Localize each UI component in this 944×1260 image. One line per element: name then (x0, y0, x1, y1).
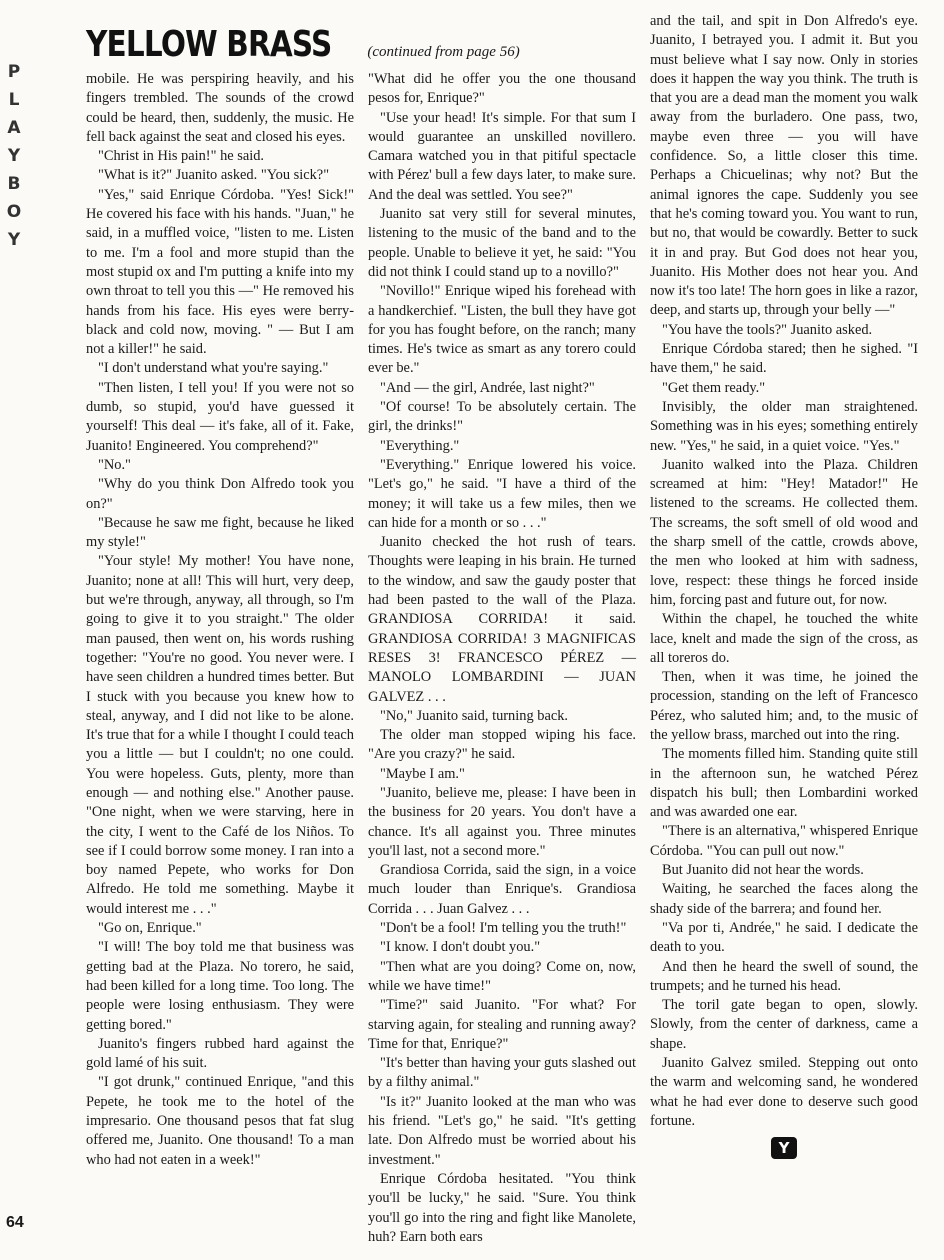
paragraph: "Christ in His pain!" he said. (98, 148, 265, 165)
paragraph: Waiting, he searched the faces along the shady side of the barrera; and found her. (650, 881, 918, 917)
paragraph: "Everything." (380, 437, 460, 454)
paragraph: "I got drunk," continued Enrique, "and this Pepete, he took me to the hotel of the impresario. One thousand pesos that fat slug offered me, Juanito. One thousand! To a man who had not eaten in a week!" (86, 1074, 354, 1168)
paragraph: "Juanito, believe me, please: I have been in the business for 20 years. You don't have a chance. It's all against you. Three minutes you'll last, not a second more." (368, 784, 636, 859)
paragraph: "Don't be a fool! I'm telling you the truth!" (380, 920, 627, 937)
paragraph: "I don't understand what you're saying." (98, 360, 329, 377)
paragraph: "Yes," said Enrique Córdoba. "Yes! Sick!" He covered his face with his hands. "Juan," he said, in a muffled voice, "listen to me. Listen to me. I'm a fool and more stupid than the most stupid ox and I'm putting a knife into my own throat to tell you this —" He removed his hands from his face. His eyes were berry-black and cold now, moving. " — But I am not a killer!" he said. (86, 186, 354, 358)
article-title: YELLOW BRASS (86, 24, 332, 65)
paragraph: Enrique Córdoba stared; then he sighed. "I have them," he said. (650, 341, 918, 377)
paragraph: and the tail, and spit in Don Alfredo's eye. Juanito, I betrayed you. I admit it. But you must believe what I say now. Only in stories does it happen the way you think. The truth is that you are a dead man the moment you walk away from the burladero. One pass, two, maybe even three — you will have confidence. So, a little closer this time. Perhaps a Chicuelinas; why not? But the animal ignores the cape. Suddenly you see that he's coming toward you. You want to run, but no, that would be cowardly. Better to suck it in and pray. But God does not hear you, Juanito. His Mother does not hear you. And now it's too late! The horn goes in like a razor, deep, and starts up, through your belly —" (650, 13, 918, 319)
text-column-3 (650, 12, 918, 1159)
paragraph: Invisibly, the older man straightened. Something was in his eyes; something entirely new. "Yes," he said, in a quiet voice. "Yes." (650, 398, 918, 454)
paragraph: Juanito walked into the Plaza. Children screamed at him: "Hey! Matador!" He listened to the screams. He collected them. The screams, the soft smell of old wood and the sharp smell of the cattle, crowds above, the men who looked at him with sadness, love, respect: these things he forced inside him, forcing past and future out, for now. (650, 456, 918, 608)
side-label-letter: B (7, 174, 21, 194)
side-label-letter: P (7, 62, 21, 82)
paragraph: And then he heard the swell of sound, the trumpets; and he turned his head. (650, 958, 918, 994)
paragraph: mobile. He was perspiring heavily, and his fingers trembled. The sounds of the crowd could be heard, then, suddenly, the music. He fell back against the seat and closed his eyes. (86, 71, 354, 145)
paragraph: "No." (98, 456, 131, 473)
paragraph: "Your style! My mother! You have none, Juanito; none at all! This will hurt, very deep, but we're through, anyway, all through, so I'm going to give it to you straight." The older man paused, then went on, his words rushing together: "You're no good. You never were. I have seen children a hundred times better. But I stuck with you because you knew how to steal, anyway, and I did not like to be alone. It's true that for a while I thought I could teach you a little — but I couldn't; no one could. You were hopeless. Guts, plenty, more than enough — and nothing else." Another pause. "One night, when we were starving, here in the city, I went to the Café de los Niños. To see if I could borrow some money. I ran into a boy named Pepete, who works for Don Alfredo. He told me something. Maybe it would interest me . . ." (86, 553, 354, 917)
side-label-letter: A (7, 118, 21, 138)
paragraph: "No," Juanito said, turning back. (380, 707, 569, 724)
paragraph: "There is an alternativa," whispered Enrique Córdoba. "You can pull out now." (650, 823, 918, 859)
paragraph: "Of course! To be absolutely certain. The girl, the drinks!" (368, 399, 636, 435)
paragraph: Grandiosa Corrida, said the sign, in a voice much louder than Enrique's. Grandiosa Corrida . . . Juan Galvez . . . (368, 862, 636, 917)
paragraph: Juanito's fingers rubbed hard against the gold lamé of his suit. (86, 1035, 354, 1072)
paragraph: Within the chapel, he touched the white lace, knelt and made the sign of the cross, as all toreros do. (650, 611, 918, 666)
paragraph: Juanito Galvez smiled. Stepping out onto the warm and welcoming sand, he wondered what he had ever done to deserve such good fortune. (650, 1055, 918, 1129)
paragraph: "Then listen, I tell you! If you were not so dumb, so stupid, you'd have guessed it yourself! This deal — it's fake, all of it. Fake, Juanito! Engineered. You comprehend?" (86, 379, 354, 454)
paragraph: "Then what are you doing? Come on, now, while we have time!" (368, 958, 636, 994)
paragraph: "Everything." Enrique lowered his voice. "Let's go," he said. "I have a third of the money; it will take us a few miles, then we can hide for a month or so . . ." (368, 456, 636, 531)
side-label-letter: O (6, 202, 22, 222)
side-label-letter: L (8, 90, 20, 110)
paragraph: The older man stopped wiping his face. "Are you crazy?" he said. (368, 727, 636, 763)
article-header (86, 24, 520, 65)
paragraph: "Is it?" Juanito looked at the man who was his friend. "Let's go," he said. "It's getting late. Don Alfredo must be worried about his investment." (368, 1093, 636, 1168)
paragraph: "Go on, Enrique." (98, 920, 202, 937)
side-label-letter: Y (7, 230, 21, 250)
page-number: 64 (6, 1214, 24, 1231)
paragraph: "Va por ti, Andrée," he said. I dedicate the death to you. (650, 919, 918, 956)
paragraph: Enrique Córdoba hesitated. "You think you'll be lucky," he said. "Sure. You think you'll go into the ring and fight like Manolete, huh? Earn both ears (368, 1170, 636, 1245)
text-column-1 (86, 70, 354, 1170)
text-column-2 (368, 70, 636, 1247)
paragraph: "Time?" said Juanito. "For what? For starving again, for stealing and running away? Time for that, Enrique?" (368, 997, 636, 1052)
paragraph: "I will! The boy told me that business was getting bad at the Plaza. No torero, he said, had been killed for a long time. Too long. The people were losing enthusiasm. They were getting bored." (86, 939, 354, 1033)
paragraph: Juanito sat very still for several minutes, listening to the music of the band and to the people. Unable to believe it yet, he said: "You did not think I could stand up to a novillo?" (368, 206, 636, 280)
paragraph: "It's better than having your guts slashed out by a filthy animal." (368, 1055, 636, 1091)
paragraph: "What did he offer you the one thousand pesos for, Enrique?" (368, 71, 636, 107)
playboy-rabbit-end-icon: Y (771, 1137, 797, 1159)
paragraph: "I know. I don't doubt you." (380, 939, 541, 956)
paragraph: "Why do you think Don Alfredo took you on?" (86, 476, 354, 512)
paragraph: The moments filled him. Standing quite still in the afternoon sun, he watched Pérez dispatch his bull; then Lombardini worked and was awarded one ear. (650, 746, 918, 821)
paragraph: "Novillo!" Enrique wiped his forehead with a handkerchief. "Listen, the bull they have got for you has fought before, on the ranch; many times. He's twice as smart as any torero could ever be." (368, 283, 636, 377)
paragraph: "Because he saw me fight, because he liked my style!" (86, 514, 354, 551)
paragraph: Then, when it was time, he joined the procession, standing on the left of Francesco Pérez, who saluted him; and, to the music of the yellow brass, marched out into the ring. (650, 669, 918, 743)
side-label-letter: Y (7, 146, 21, 166)
paragraph: The toril gate began to open, slowly. Slowly, from the center of darkness, came a shape. (650, 997, 918, 1052)
paragraph: Juanito checked the hot rush of tears. Thoughts were leaping in his brain. He turned to the window, and saw the gaudy poster that had been pasted to the wall of the Plaza. GRANDIOSA CORRIDA! it said. GRANDIOSA CORRIDA! 3 MAGNIFICAS RESES 3! FRANCESCO PÉREZ — MANOLO LOMBARDINI — JUAN GALVEZ . . . (368, 534, 636, 705)
paragraph: But Juanito did not hear the words. (662, 862, 864, 879)
magazine-side-label (4, 58, 24, 254)
paragraph: "Use your head! It's simple. For that sum I would guarantee an unskilled novillero. Camara watched you in that pitiful spectacle with Pérez' bull a few days later, to make sure. And the deal was settled. You see?" (368, 109, 636, 203)
paragraph: "Get them ready." (662, 379, 766, 396)
paragraph: "And — the girl, Andrée, last night?" (380, 379, 595, 396)
paragraph: "Maybe I am." (380, 765, 465, 782)
paragraph: "You have the tools?" Juanito asked. (662, 321, 873, 338)
paragraph: "What is it?" Juanito asked. "You sick?" (98, 167, 330, 184)
continued-note: (continued from page 56) (367, 44, 520, 60)
